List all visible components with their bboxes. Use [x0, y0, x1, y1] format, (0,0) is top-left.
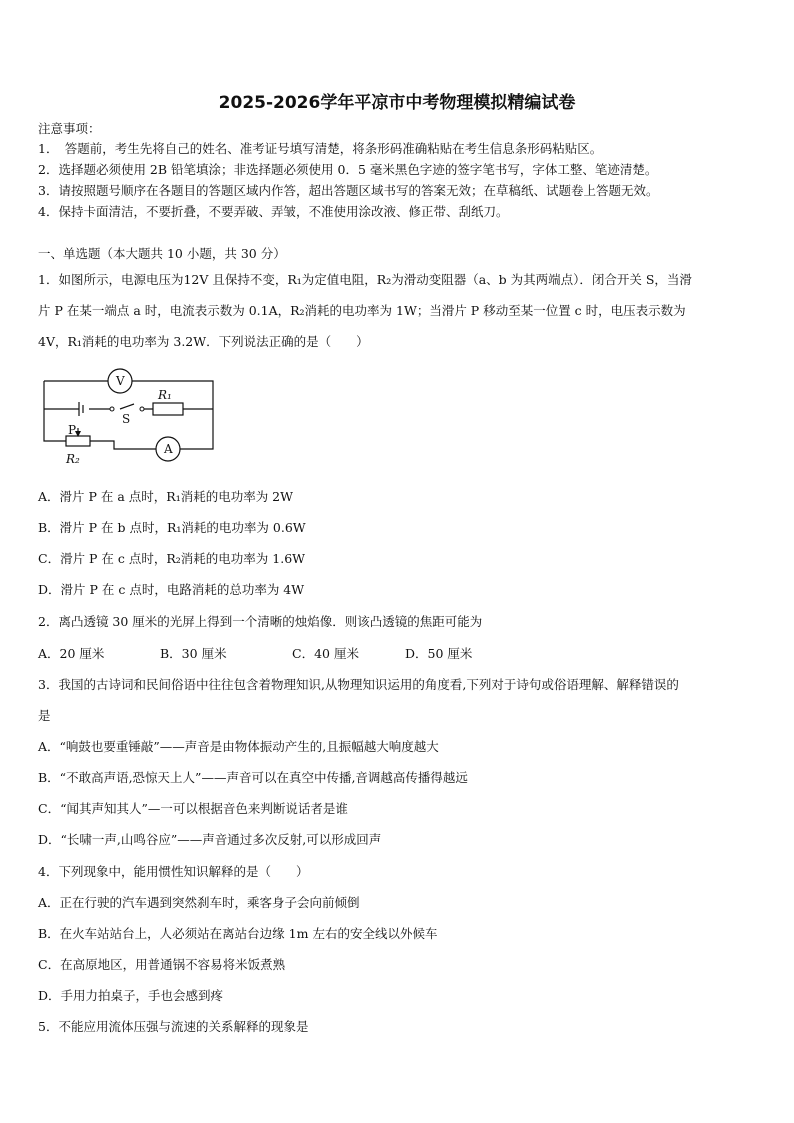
q4-option: B．在火车站站台上，人必须站在离站台边缘 1m 左右的安全线以外候车 [38, 926, 438, 941]
q1-option: A．滑片 P 在 a 点时，R₁消耗的电功率为 2W [38, 489, 293, 504]
r2-label: R₂ [66, 452, 80, 466]
q2-option: D．50 厘米 [405, 646, 473, 661]
q4-stem: 4．下列现象中，能用惯性知识解释的是（ ） [38, 864, 309, 879]
switch-contact-icon [140, 407, 144, 411]
q2-stem: 2．离凸透镜 30 厘米的光屏上得到一个清晰的烛焰像．则该凸透镜的焦距可能为 [38, 614, 483, 629]
resistor-r1-icon [153, 403, 183, 415]
circuit-diagram [36, 362, 226, 467]
voltmeter-label: V [116, 374, 125, 388]
q3-option: B．“不敢高声语,恐惊天上人”——声音可以在真空中传播,音调越高传播得越远 [38, 770, 468, 785]
q1-stem: 1．如图所示，电源电压为12V 且保持不变，R₁为定值电阻，R₂为滑动变阻器（a、b 为其两端点）．闭合开关 S，当滑 [38, 272, 692, 287]
q3-stem: 是 [38, 708, 51, 723]
notice-item: 1． 答题前，考生先将自己的姓名、准考证号填写清楚，将条形码准确粘贴在考生信息条形码粘贴区。 [38, 141, 603, 156]
q3-option: A．“响鼓也要重锤敲”——声音是由物体振动产生的,且振幅越大响度越大 [38, 739, 439, 754]
q3-option: C．“闻其声知其人”—一可以根据音色来判断说话者是谁 [38, 801, 348, 816]
page-title: 2025-2026学年平凉市中考物理模拟精编试卷 [218, 93, 576, 113]
q1-stem: 4V，R₁消耗的电功率为 3.2W．下列说法正确的是（ ） [38, 334, 369, 349]
q4-option: A．正在行驶的汽车遇到突然刹车时，乘客身子会向前倾倒 [38, 895, 360, 910]
notice-item: 2．选择题必须使用 2B 铅笔填涂；非选择题必须使用 0．5 毫米黑色字迹的签字笔书写，字体工整、笔迹清楚。 [38, 162, 658, 177]
q2-option: A．20 厘米 [38, 646, 105, 661]
notice-item: 4．保持卡面清洁，不要折叠，不要弄破、弄皱，不准使用涂改液、修正带、刮纸刀。 [38, 204, 509, 219]
q4-option: C．在高原地区，用普通锅不容易将米饭煮熟 [38, 957, 286, 972]
q1-option: C．滑片 P 在 c 点时，R₂消耗的电功率为 1.6W [38, 551, 305, 566]
q2-option: C．40 厘米 [292, 646, 359, 661]
slider-label: P [68, 423, 77, 437]
r1-label: R₁ [158, 388, 172, 402]
q4-option: D．手用力拍桌子，手也会感到疼 [38, 988, 224, 1003]
ammeter-label: A [164, 442, 173, 456]
q1-stem: 片 P 在某一端点 a 时，电流表示数为 0.1A，R₂消耗的电功率为 1W；当滑片 P 移动至某一位置 c 时，电压表示数为 [38, 303, 686, 318]
section-heading: 一、单选题（本大题共 10 小题，共 30 分） [38, 246, 286, 261]
q5-stem: 5．不能应用流体压强与流速的关系解释的现象是 [38, 1019, 309, 1034]
q3-option: D．“长啸一声,山鸣谷应”——声音通过多次反射,可以形成回声 [38, 832, 382, 847]
notice-heading: 注意事项： [38, 121, 101, 136]
rheostat-r2-icon [66, 436, 90, 446]
q1-option: B．滑片 P 在 b 点时，R₁消耗的电功率为 0.6W [38, 520, 306, 535]
switch-pivot-icon [110, 407, 114, 411]
q2-option: B．30 厘米 [160, 646, 227, 661]
switch-label: S [122, 412, 131, 426]
notice-item: 3．请按照题号顺序在各题目的答题区域内作答，超出答题区域书写的答案无效；在草稿纸、试题卷上答题无效。 [38, 183, 659, 198]
q1-option: D．滑片 P 在 c 点时，电路消耗的总功率为 4W [38, 582, 305, 597]
q3-stem: 3．我国的古诗词和民间俗语中往往包含着物理知识,从物理知识运用的角度看,下列对于诗句或俗语理解、解释错误的 [38, 677, 679, 692]
